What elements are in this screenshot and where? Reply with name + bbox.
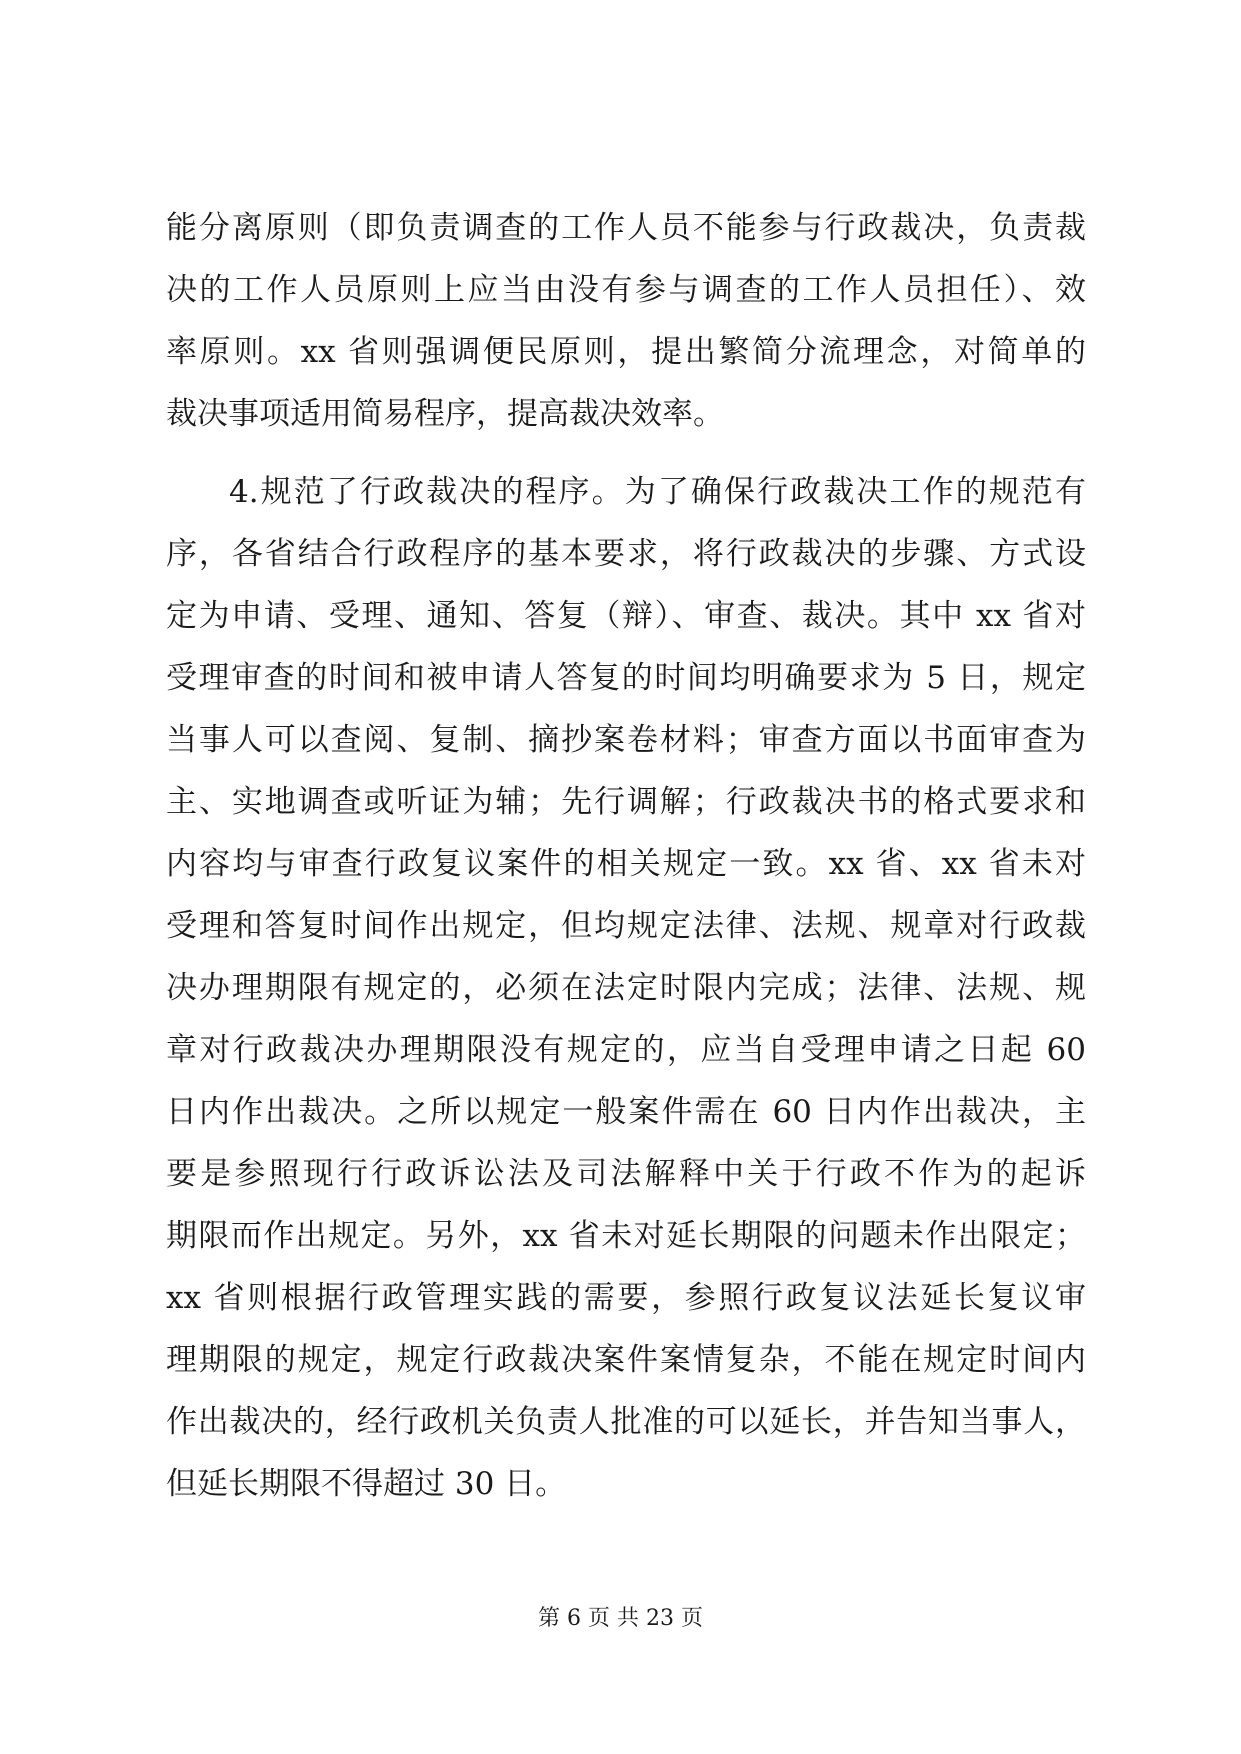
paragraph-line: 序，各省结合行政程序的基本要求，将行政裁决的步骤、方式设 [166,536,1086,572]
paragraph-line: 定为申请、受理、通知、答复（辩）、审查、裁决。其中 xx 省对 [166,598,1086,634]
paragraph-line: 要是参照现行行政诉讼法及司法解释中关于行政不作为的起诉 [166,1156,1086,1192]
paragraph-line: 能分离原则（即负责调查的工作人员不能参与行政裁决，负责裁 [166,210,1086,246]
paragraph-line: 4.规范了行政裁决的程序。为了确保行政裁决工作的规范有 [229,474,1086,510]
paragraph-line: 当事人可以查阅、复制、摘抄案卷材料；审查方面以书面审查为 [166,722,1086,758]
paragraph-line: 章对行政裁决办理期限没有规定的，应当自受理申请之日起 60 [166,1032,1086,1068]
paragraph-line: 率原则。xx 省则强调便民原则，提出繁简分流理念，对简单的 [166,334,1086,370]
paragraph-line: 决的工作人员原则上应当由没有参与调查的工作人员担任）、效 [166,272,1086,308]
paragraph-line: xx 省则根据行政管理实践的需要，参照行政复议法延长复议审 [166,1280,1086,1316]
paragraph-line: 决办理期限有规定的，必须在法定时限内完成；法律、法规、规 [166,970,1086,1006]
paragraph-line: 但延长期限不得超过 30 日。 [166,1466,567,1502]
paragraph-line: 理期限的规定，规定行政裁决案件案情复杂，不能在规定时间内 [166,1342,1086,1378]
paragraph-line: 日内作出裁决。之所以规定一般案件需在 60 日内作出裁决，主 [166,1094,1086,1130]
paragraph-line: 受理和答复时间作出规定，但均规定法律、法规、规章对行政裁 [166,908,1086,944]
paragraph-line: 主、实地调查或听证为辅；先行调解；行政裁决书的格式要求和 [166,784,1086,820]
paragraph-line: 受理审查的时间和被申请人答复的时间均明确要求为 5 日，规定 [166,660,1086,696]
paragraph-line: 内容均与审查行政复议案件的相关规定一致。xx 省、xx 省未对 [166,846,1086,882]
paragraph-line: 裁决事项适用简易程序，提高裁决效率。 [166,396,724,432]
paragraph-line: 期限而作出规定。另外，xx 省未对延长期限的问题未作出限定； [166,1218,1086,1254]
page-number-footer: 第 6 页 共 23 页 [538,1606,703,1631]
paragraph-line: 作出裁决的，经行政机关负责人批准的可以延长，并告知当事人， [166,1404,1086,1440]
